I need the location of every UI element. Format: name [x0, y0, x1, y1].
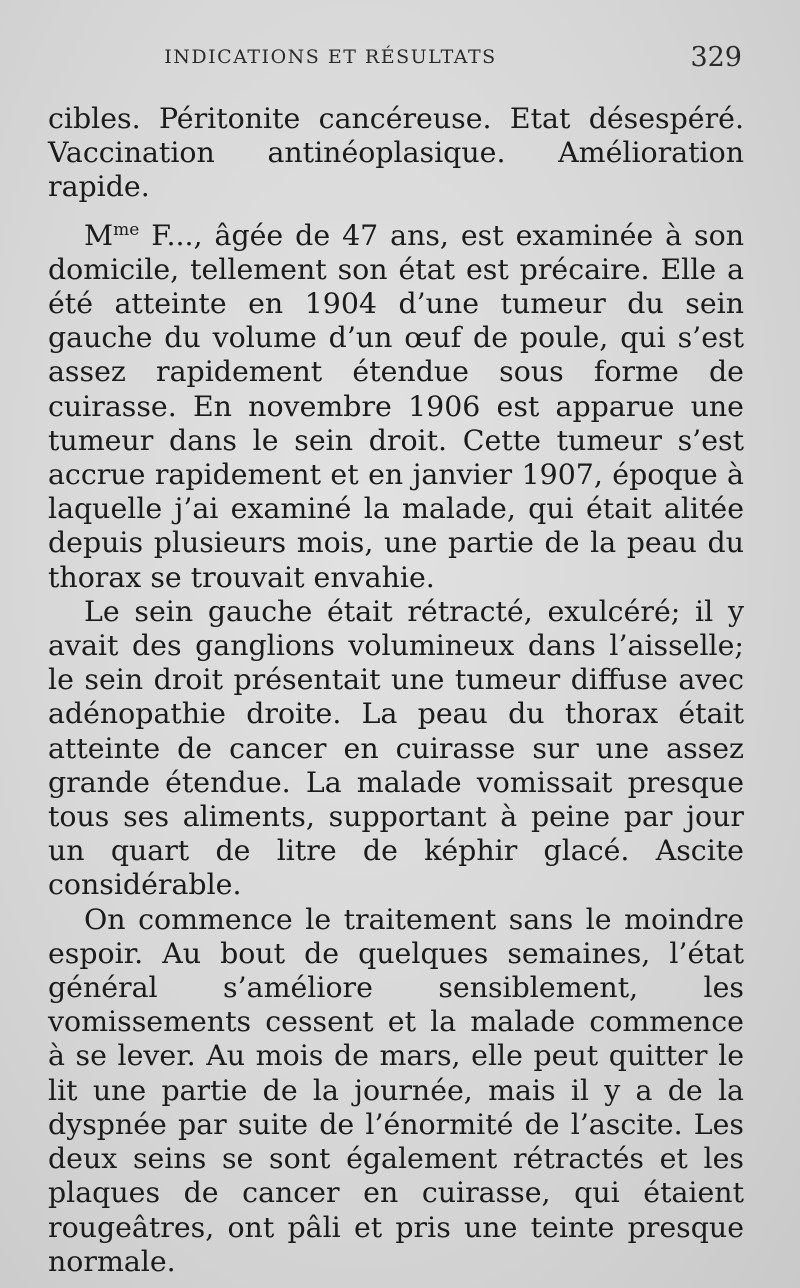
- running-head: [48, 44, 742, 74]
- body-text: [48, 102, 744, 1279]
- honorific: [84, 219, 139, 252]
- honorific-superscript: me: [113, 219, 140, 240]
- paragraph-case-history: [48, 219, 744, 595]
- honorific-base: M: [84, 218, 114, 252]
- running-title: INDICATIONS ET RÉSULTATS: [164, 46, 497, 68]
- intro-paragraph: cibles. Péritonite cancéreuse. Etat désespéré. Vaccination antinéoplasique. Amélioration rapide.: [48, 102, 744, 204]
- paragraph-examination: Le sein gauche était rétracté, exulcéré; il y avait des ganglions volumineux dans l’aisselle; le sein droit présentait une tumeur diffuse avec adénopathie droite. La peau du thorax était atteinte de cancer en cuirasse sur une assez grande étendue. La malade vomissait presque tous ses aliments, supportant à peine par jour un quart de litre de képhir glacé. Ascite considérable.: [48, 594, 744, 902]
- page-number: 329: [690, 42, 742, 73]
- paragraph-case-history-text: F..., âgée de 47 ans, est examinée à son domicile, tellement son état est précaire. Elle a été atteinte en 1904 d’une tumeur du sein gauche du volume d’un œuf de poule, qui s’est assez rapidement étendue sous forme de cuirasse. En novembre 1906 est apparue une tumeur dans le sein droit. Cette tumeur s’est accrue rapidement et en janvier 1907, époque à laquelle j’ai examiné la malade, qui était alitée depuis plusieurs mois, une partie de la peau du thorax se trouvait envahie.: [48, 218, 744, 594]
- paragraph-treatment: On commence le traitement sans le moindre espoir. Au bout de quelques semaines, l’état général s’améliore sensiblement, les vomissements cessent et la malade commence à se lever. Au mois de mars, elle peut quitter le lit une partie de la journée, mais il y a de la dyspnée par suite de l’énormité de l’ascite. Les deux seins se sont également rétractés et les plaques de cancer en cuirasse, qui étaient rougeâtres, ont pâli et pris une teinte presque normale.: [48, 902, 744, 1278]
